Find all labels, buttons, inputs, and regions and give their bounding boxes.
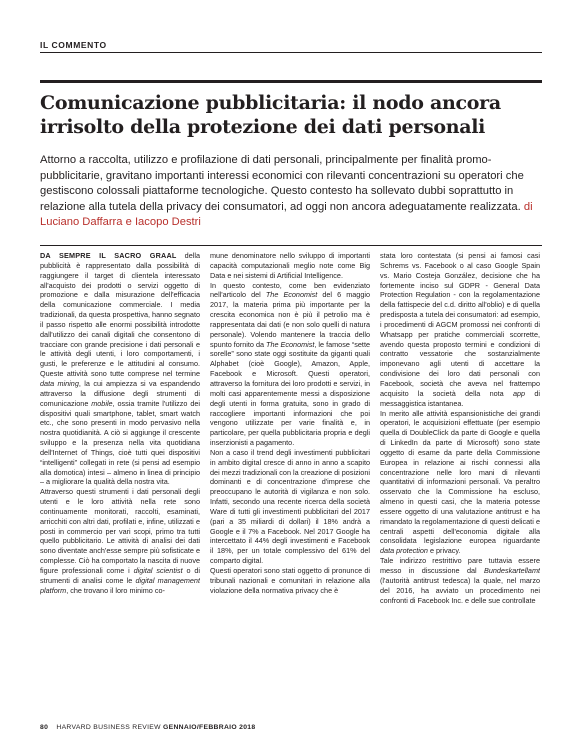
text-run: Attraverso questi strumenti i dati personali degli utenti e le loro attività nella rete sono continuamente monitorati, raccolti, esaminati, arricchiti con altri dati, profilati e, infine, utilizzati e posti in commercio per vari scopi, primo tra tutti quello pubblicitario. Le attività di analisi dei dati sono diventate anch'esse sempre più sofisticate e complesse. Ciò ha comportato la nascita di nuove figure professionali come i [40, 487, 200, 575]
text-run: The Economist [265, 290, 318, 300]
text-run: Bundeskartellamt [483, 566, 540, 575]
text-run: Tale indirizzo restrittivo pare tuttavia essere messo in discussione dal [380, 556, 540, 575]
text-run: In merito alle attività espansionistiche dei grandi operatori, le acquisizioni effettuate (per esempio quella di DoubleClick da parte di Google e quella di LinkedIn da parte di Microsoft) sono state oggetto di esame da parte della Commissione Europea in relazione ai rischi connessi alla concentrazione nelle loro mani di rilevanti quantitativi di informazioni personali. Va peraltro osservato che la Commissione ha escluso, almeno in questi casi, che la materia potesse essere oggetto di una valutazione antitrust e ha rimandato la regolamentazione di questi delicati e centrali aspetti dell'economia digitale alla consolidata legislazione europea riguardante [380, 408, 540, 546]
text-run: della pubblicità è rappresentato dalla possibilità di raggiungere il target di clientela interessato all'acquisto dei prodotti o servizi oggetto di promozione e dalla misurazione dell'efficacia della comunicazione commerciale. I media tradizionali, da questa prospettiva, hanno segnato il passo rispetto alle enormi possibilità introdotte dall'utilizzo dei canali digitali che consentono di tracciare con grande precisione i dati personali e le attività degli utenti, i loro comportamenti, i gusti, le preferenze e le attitudini al consumo. Queste attività sono tutte comprese nel termine [40, 251, 200, 379]
paragraph [210, 251, 370, 281]
paragraph [210, 281, 370, 448]
paragraph [380, 409, 540, 557]
text-run: Questi operatori sono stati oggetto di pronunce di tribunali nazionali e comunitari in relazione alla violazione della normativa privacy che è [210, 566, 370, 595]
text-run: stata loro contestata (si pensi ai famosi casi Schrems vs. Facebook o al caso Google Spain vs. Mario Costeja González, decisione che ha fortemente inciso sul GDPR - General Data Protection Regulation - con la regolamentazione della fattispecie del c.d. diritto all'oblio) e di quella predisposta a tutela dei consumatori: ad esempio, i procedimenti di AGCM promossi nei confronti di Whatsapp per pratiche commerciali scorrette, avendo questa proposto termini e condizioni di contratto vessatorie che sostanzialmente imponevano agli utenti di accettare la condivisione dei loro dati personali con Facebook, società che aveva nel frattempo acquisito la società della nota [380, 251, 540, 398]
text-run: , che trovano il loro minimo co- [66, 585, 165, 595]
publication-name: HARVARD BUSINESS REVIEW [56, 724, 161, 731]
paragraph [380, 556, 540, 605]
article-authors: di Luciano Daffarra e Iacopo Destri [40, 200, 533, 228]
section-label: IL COMMENTO [40, 40, 107, 50]
lead-text: Attorno a raccolta, utilizzo e profilazione di dati personali, principalmente per finalità promo-pubblicitarie, gravitano importanti interessi economici con rilevanti concentrazioni su operatori che gestiscono colossali piattaforme tecnologiche. Questo contesto ha sollevato dubbi soprattutto in relazione alla tutela della privacy dei consumatori, ad oggi non ancora adeguatamente realizzata. [40, 154, 524, 213]
text-run: di messaggistica istantanea. [380, 388, 540, 408]
paragraph [380, 251, 540, 409]
header-rule [40, 52, 542, 53]
body-column-2 [210, 251, 370, 721]
title-rule [40, 80, 542, 83]
text-run: , ossia tramite l'utilizzo dei dispositivi quali smartphone, tablet, smart watch etc., che sono presenti in modo pervasivo nella nostra quotidianità. A ciò si aggiunge il crescente sviluppo e la presenza nella vita quotidiana dell'Internet of Things, cioè tutti quei dispositivi “intelligenti” collegati in rete (si pensi ad esempio alla domotica) intesi – almeno in linea di principio – a migliorare la qualità della nostra vita. [40, 398, 200, 487]
text-run: Non a caso il trend degli investimenti pubblicitari in ambito digital cresce di anno in anno a scapito dei mezzi tradizionali con la creazione di posizioni dominanti e di concentrazione d'imprese che preoccupano le autorità di vigilanza e non solo. Infatti, secondo una recente ricerca della società Ware di tutti gli investimenti pubblicitari del 2017 (pari a 35 miliardi di dollari) il 18% andrà a Google e il 7% a Facebook. Nel 2017 Google ha intercettato il 44% degli investimenti e Facebook il 18%, per un totale complessivo del 61% del comparto digital. [210, 447, 370, 566]
text-run: mune denominatore nello sviluppo di importanti capacità computazionali meglio note come Big Data e nei sistemi di Artificial Intelligence. [210, 251, 370, 280]
text-run: o di strumenti di analisi come le [40, 566, 200, 585]
text-run: mobile [91, 398, 113, 408]
article-title: Comunicazione pubblicitaria: il nodo ancora irrisolto della protezione dei dati personali [40, 92, 501, 138]
page-number: 80 [40, 724, 49, 731]
text-run: In questo contesto, come ben evidenziato nell'articolo del [210, 280, 370, 300]
text-run: data protection [380, 546, 428, 556]
text-run: (l'autorità antitrust tedesca) la quale, nel marzo del 2016, ha avviato un procedimento nei confronti di Facebook Inc. e delle sue controllate [380, 575, 540, 605]
issue-date: GENNAIO/FEBBRAIO 2018 [163, 724, 256, 731]
text-run: , le famose “sette sorelle” sono state oggi sostituite da giganti quali Alphabet (cioè Google), Amazon, Apple, Facebook e Microsoft. Questi operatori, attraverso la fornitura dei loro prodotti e servizi, in molti casi apparentemente messi a disposizione degli utenti in forma gratuita, sono in grado di raccogliere importanti informazioni che poi vengono utilizzate per varie finalità e, in particolare, per quella pubblicitaria propria e degli inserzionisti a pagamento. [210, 339, 370, 448]
body-column-3 [380, 251, 540, 721]
text-run: digital scientist [133, 566, 183, 575]
text-run: , la cui ampiezza si va espandendo attraverso la diffusione degli strumenti di comunicazione [40, 378, 200, 408]
paragraph [210, 448, 370, 566]
text-run: del 6 maggio 2017, la materia prima più importante per la crescita economica non è più il petrolio ma è rappresentata dai dati (e non solo quelli di natura personale). Volendo mantenere la traccia dello spunto fornito da [210, 290, 370, 349]
text-run: e privacy. [427, 546, 461, 556]
paragraph [40, 487, 200, 595]
page-footer [40, 724, 255, 731]
text-run: data mining [40, 378, 79, 388]
text-run: The Economist [266, 339, 315, 349]
text-run: app [512, 388, 526, 398]
article-lead [40, 153, 540, 231]
text-run: digital management platform [40, 575, 200, 595]
body-column-1 [40, 251, 200, 721]
body-rule [40, 245, 542, 246]
lead-in: DA SEMPRE IL SACRO GRAAL [40, 251, 177, 260]
article-body [40, 251, 540, 721]
paragraph [40, 251, 200, 487]
paragraph [210, 566, 370, 596]
